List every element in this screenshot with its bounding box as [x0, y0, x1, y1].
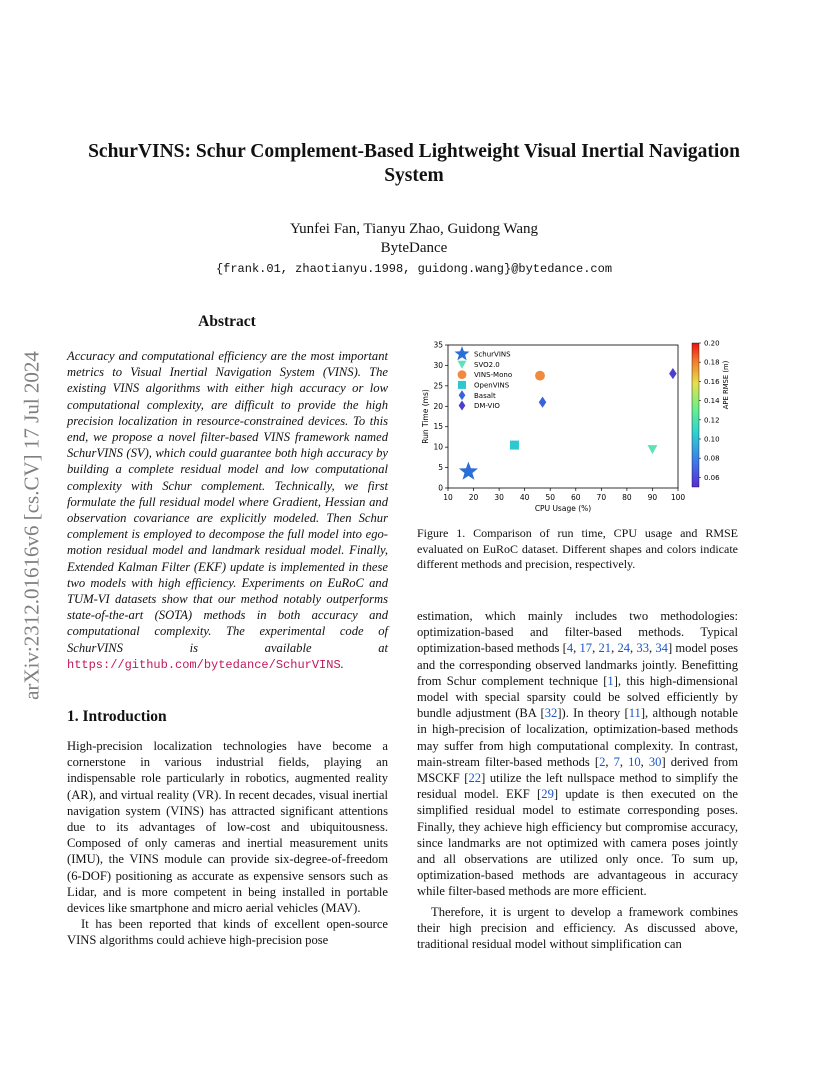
citation-link[interactable]: 30	[648, 754, 662, 769]
colorbar-tick-label: 0.10	[704, 435, 720, 444]
citation-link[interactable]: 34	[655, 641, 668, 656]
right-column-text	[417, 608, 738, 952]
arxiv-stamp-text: arXiv:2312.01616v6 [cs.CV] 17 Jul 2024	[19, 351, 44, 700]
data-point-dm-vio	[669, 368, 677, 379]
y-tick-label: 10	[433, 442, 443, 452]
x-tick-label: 70	[596, 493, 607, 502]
colorbar	[692, 343, 699, 487]
legend-label: Basalt	[474, 391, 496, 400]
abstract-body: Accuracy and computational efficiency are the most important metrics to Visual Inertial Navigation System (VINS). The existing VINS algorithms with either high accuracy or low computational complexity, are difficult to provide the high precision localization in resource-constrained devices. To this end, we propose a novel filter-based VINS framework named SchurVINS (SV), which could guarantee both high accuracy by building a complete residual model and low computational complexity with Schur complement. Technically, we first formulate the full residual model where Gradient, Hessian and observation covariance are explicitly modeled. Then Schur complement is employed to decompose the full model into ego-motion residual model and landmark residual model. Finally, Extended Kalman Filter (EKF) update is implemented in these two models with high efficiency. Experiments on EuRoC and TUM-VI datasets show that our method notably outperforms state-of-the-art (SOTA) methods in both accuracy and computational complexity. The experimental code of SchurVINS is available at	[67, 349, 388, 655]
legend-label: OpenVINS	[474, 381, 510, 390]
colorbar-tick-label: 0.08	[704, 454, 720, 463]
x-tick-label: 100	[670, 493, 686, 502]
citation-link[interactable]: 4	[566, 641, 574, 656]
legend-label: SchurVINS	[474, 350, 511, 359]
right-paragraph-1: estimation, which mainly includes two methodologies: optimization-based and filter-based methods. Typical optimization-based methods [4, 17, 21, 24, 33, 34] model poses and the corresponding observed landmarks jointly. Benefitting from Schur complement technique [1], this high-dimensional model with special sparsity could be solved efficiently by bundle adjustment (BA [32]). In theory [11], although notable in high-precision of localization, optimization-based methods may suffer from high computational complexity. In contrast, main-stream filter-based methods [2, 7, 10, 30] derived from MSCKF [22] utilize the left nullspace method to simplify the residual model. EKF [29] update is then executed on the simplified residual model to estimate corresponding poses. Finally, they achieve high efficiency but compromise accuracy, since landmarks are not optimized with camera poses jointly and all observations are utilized only once. To sum up, optimization-based methods are advantageous in accuracy while filter-based methods are more efficient.	[417, 609, 739, 899]
legend-marker	[458, 370, 467, 379]
data-point-svo2-0	[647, 445, 657, 454]
intro-paragraph-1: High-precision localization technologies have become a cornerstone in various industrial fields, playing an indispensable role particularly in robotics, augmented reality (AR), and virtual reality (VR). In recent decades, visual inertial navigation system (VINS) has attracted significant attentions due to its advantages of low-cost and ubiquitousness. Composed of only cameras and inertial measurement units (IMU), the VINS module can provide six-degree-of-freedom (6-DOF) positioning as accurate as expensive sensors such as Lidar, and is more competent in being installed in portable devices like smartphone and micro aerial vehicles (MAV).	[67, 739, 388, 916]
colorbar-tick-label: 0.14	[704, 397, 720, 406]
legend-label: VINS-Mono	[474, 371, 513, 380]
citation-link[interactable]: 7	[613, 754, 620, 769]
arxiv-stamp	[12, 295, 48, 765]
right-paragraph-2: Therefore, it is urgent to develop a framework combines their high precision and efficiency. As discussed above, traditional residual model without simplification can	[417, 904, 738, 952]
citation-link[interactable]: 22	[468, 771, 482, 786]
paper-title: SchurVINS: Schur Complement-Based Lightweight Visual Inertial Navigation System	[88, 141, 740, 186]
citation-link[interactable]: 17	[579, 641, 593, 656]
x-axis-label: CPU Usage (%)	[534, 504, 592, 513]
legend-marker	[459, 401, 466, 411]
figure-1-chart	[415, 335, 745, 515]
y-tick-label: 35	[433, 340, 443, 350]
legend-marker	[459, 390, 466, 400]
authors: Yunfei Fan, Tianyu Zhao, Guidong Wang	[289, 221, 539, 237]
x-tick-label: 80	[622, 493, 632, 502]
author-block	[0, 220, 828, 258]
x-tick-label: 20	[468, 493, 479, 502]
y-axis-label: Run Time (ms)	[421, 389, 430, 444]
data-point-vins-mono	[535, 371, 545, 381]
colorbar-tick-label: 0.18	[704, 358, 720, 367]
citation-link[interactable]: 24	[617, 641, 631, 656]
data-point-openvins	[510, 441, 519, 450]
abstract-text	[67, 348, 388, 673]
data-point-basalt	[539, 397, 547, 408]
data-point-schurvins	[459, 462, 478, 480]
legend-marker	[458, 381, 466, 389]
colorbar-tick-label: 0.16	[704, 377, 720, 386]
y-tick-label: 5	[438, 463, 443, 473]
x-tick-label: 30	[494, 493, 504, 502]
intro-heading: 1. Introduction	[67, 708, 167, 725]
x-tick-label: 50	[545, 493, 555, 502]
y-tick-label: 20	[433, 401, 443, 411]
colorbar-tick-label: 0.06	[704, 473, 720, 482]
legend-label: DM-VIO	[474, 402, 500, 411]
affiliation: ByteDance	[380, 240, 448, 256]
x-tick-label: 90	[647, 493, 658, 502]
intro-paragraph-2: It has been reported that kinds of excellent open-source VINS algorithms could achieve high-precision pose	[67, 917, 388, 948]
scatter-chart-svg	[415, 335, 745, 515]
x-tick-label: 40	[519, 493, 530, 502]
y-tick-label: 15	[433, 422, 443, 432]
citation-link[interactable]: 1	[607, 673, 614, 688]
legend-label: SVO2.0	[474, 360, 500, 369]
abstract-heading: Abstract	[198, 313, 256, 330]
y-tick-label: 25	[433, 381, 443, 391]
intro-section	[67, 738, 388, 949]
citation-link[interactable]: 29	[541, 787, 554, 802]
y-tick-label: 30	[433, 360, 443, 370]
x-tick-label: 60	[571, 493, 581, 502]
colorbar-tick-label: 0.12	[704, 416, 720, 425]
citation-link[interactable]: 21	[598, 641, 612, 656]
author-emails: {frank.01, zhaotianyu.1998, guidong.wang}@bytedance.com	[215, 262, 613, 276]
colorbar-tick-label: 0.20	[704, 339, 720, 348]
citation-link[interactable]: 10	[628, 754, 641, 769]
citation-link[interactable]: 32	[544, 706, 558, 721]
legend-marker	[455, 346, 470, 360]
citation-link[interactable]: 11	[628, 706, 641, 721]
colorbar-label: APE RMSE (m)	[722, 360, 730, 410]
figure-caption: Figure 1. Comparison of run time, CPU usage and RMSE evaluated on EuRoC dataset. Different shapes and colors indicate different methods and precision, respectively.	[417, 526, 738, 571]
legend-marker	[458, 361, 467, 369]
abstract-end: .	[340, 656, 344, 671]
citation-link[interactable]: 2	[599, 754, 606, 769]
y-tick-label: 0	[438, 483, 443, 493]
code-link[interactable]: https://github.com/bytedance/SchurVINS	[67, 657, 341, 672]
x-tick-label: 10	[443, 493, 453, 502]
citation-link[interactable]: 33	[636, 641, 649, 656]
